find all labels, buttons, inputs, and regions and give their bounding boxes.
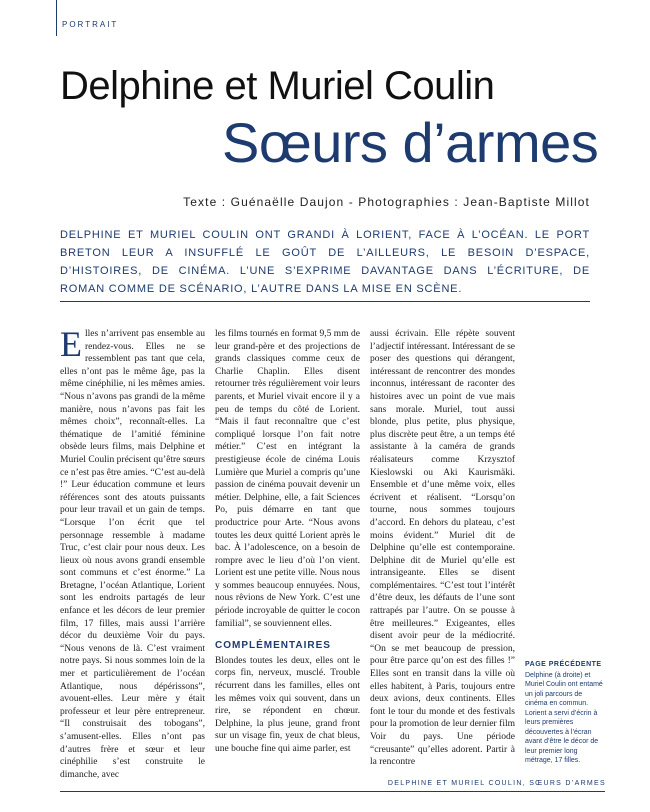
body-text: lles n’arrivent pas ensemble au rendez-vous. Elles ne se ressemblent pas tant que cela, elles n’ont pas le même âge, pas la même cinéphilie, ni les mêmes amies. “Nous n’avons pas grandi de la même manière, nous n’avons pas fait les mêmes choix”, reconnaît-elles. La thématique de l’amitié féminine obsède leurs films, mais Delphine et Muriel Coulin précisent qu’être sœurs ce n’est pas être amies. “C’est au-delà !” Leur éducation commune et leurs références sont des atouts puissants pour leur travail et un gain de temps. “Lorsque l’on écrit que tel personnage ressemble à madame Truc, c’est clair pour nous deux. Les lieux où nous avons grandi ensemble sont communs et c’est énorme.” La Bretagne, l’océan Atlantique, Lorient sont les endroits partagés de leur enfance et les décors de leur premier film, 17 filles, mais aussi l’arrière décor du deuxième Voir du pays. “Nous venons de là. C’est vraiment notre pays. Si nous sommes loin de la mer et particulièrement de l’océan Atlantique, nous dépérissons”, avouent-elles. Leur mère y était professeur et leur père entrepreneur. “Il construisait des tobogans”, s’amusent-elles. Elles n’ont pas d’autres frère et sœur et leur cinéphilie s’est construite le dimanche, avec <box>60 329 205 780</box>
credits-line: Texte : Guénaëlle Daujon - Photographies : Jean-Baptiste Millot <box>183 195 590 209</box>
section-label: PORTRAIT <box>62 20 119 29</box>
body-column-1 <box>60 324 205 781</box>
standfirst-rule <box>60 301 590 302</box>
body-text: aussi écrivain. Elle répète souvent l’adjectif intéressant. Intéressant de se poser des questions qui dérangent, intéressant de rencontrer des mondes inconnus, intéressant de raconter des histoires avec un point de vue mais sans morale. Muriel, tout aussi blonde, plus petite, plus physique, plus discrète peut être, a un temps été assistante à la caméra de grands réalisateurs comme Krzysztof Kieslowski ou Aki Kaurismäki. Ensemble et d’une même voix, elles écrivent et réalisent. “Lorsqu’on tourne, nous sommes toujours d’accord. En dehors du plateau, c’est moins évident.” Muriel dit de Delphine qu’elle est contemporaine. Delphine dit de Muriel qu’elle est intransigeante. Elles se disent complémentaires. “C’est tout l’intérêt d’être deux, les défauts de l’une sont rattrapés par l’autre. On se pousse à être meilleures.” Exigeantes, elles disent avoir peur de la médiocrité. “On se met beaucoup de pression, pour être parce qu’on est des filles !” Elles sont en transit dans la ville où elles habitent, à Paris, toujours entre deux avions, deux continents. Elles font le tour du monde et des festivals pour la promotion de leur dernier film Voir du pays. Une période “creusante” qu’elles adorent. Partir à la rencontre <box>370 329 515 768</box>
footer-rule <box>60 791 605 792</box>
section-subheading: COMPLÉMENTAIRES <box>215 640 331 652</box>
running-footer: DELPHINE ET MURIEL COULIN, SŒURS D’ARMES <box>382 780 606 787</box>
body-column-2 <box>215 328 360 756</box>
article-title: Delphine et Muriel Coulin <box>60 64 495 108</box>
body-text: Blondes toutes les deux, elles ont le corps fin, nerveux, musclé. Trouble récurrent dans les familles, elles ont les mêmes voix qui souvent, dans un rire, se répondent en chœur. Delphine, la plus jeune, grand front sur un visage fin, yeux de chat bleus, une bouche fine qui aime parler, est <box>215 655 360 754</box>
drop-cap: E <box>60 324 82 364</box>
article-subtitle: Sœurs d’armes <box>222 111 599 174</box>
caption-text: Delphine (à droite) et Muriel Coulin ont entamé un joli parcours de cinéma en commun. Lorient a servi d’écrin à leurs premières découvertes à l’écran avant d’être le décor de leur premier long métrage, 17 filles. <box>525 671 603 764</box>
body-column-3 <box>370 328 515 769</box>
body-text: les films tournés en format 9,5 mm de leur grand-père et des projections de grands classiques comme ceux de Charlie Chaplin. Elles disent retourner très régulièrement voir leurs parents, et Muriel vivait encore il y a peu de temps du côté de Lorient. “Mais il faut reconnaître que c’est compliqué lorsque l’on fait notre métier.” C’est en intégrant la prestigieuse école de cinéma Louis Lumière que Muriel a compris qu’une passion de cinéma pouvait devenir un métier. Delphine, elle, a fait Sciences Po, puis démarre en tant que productrice pour Arte. “Nous avons toutes les deux quitté Lorient après le bac. À l’adolescence, on a besoin de rompre avec le lieu d’où l’on vient. Lorient est une petite ville. Nous nous y sommes beaucoup ennuyées. Nous, nous rêvions de New York. C’est une période incroyable de quitter le cocon familial”, se souviennent elles. <box>215 329 360 629</box>
standfirst: DELPHINE ET MURIEL COULIN ONT GRANDI À LORIENT, FACE À L’OCÉAN. LE PORT BRETON LEUR A INSUFFLÉ LE GOÛT DE L’AILLEURS, LE BESOIN D’ESPACE, D’HISTOIRES, DE CINÉMA. L’UNE S’EXPRIME DAVANTAGE DANS L’ÉCRITURE, DE ROMAN COMME DE SCÉNARIO, L’AUTRE DANS LA MISE EN SCÈNE. <box>60 229 590 295</box>
caption-heading: PAGE PRÉCÉDENTE <box>525 661 602 668</box>
photo-caption <box>525 660 605 766</box>
top-rule <box>56 0 57 36</box>
